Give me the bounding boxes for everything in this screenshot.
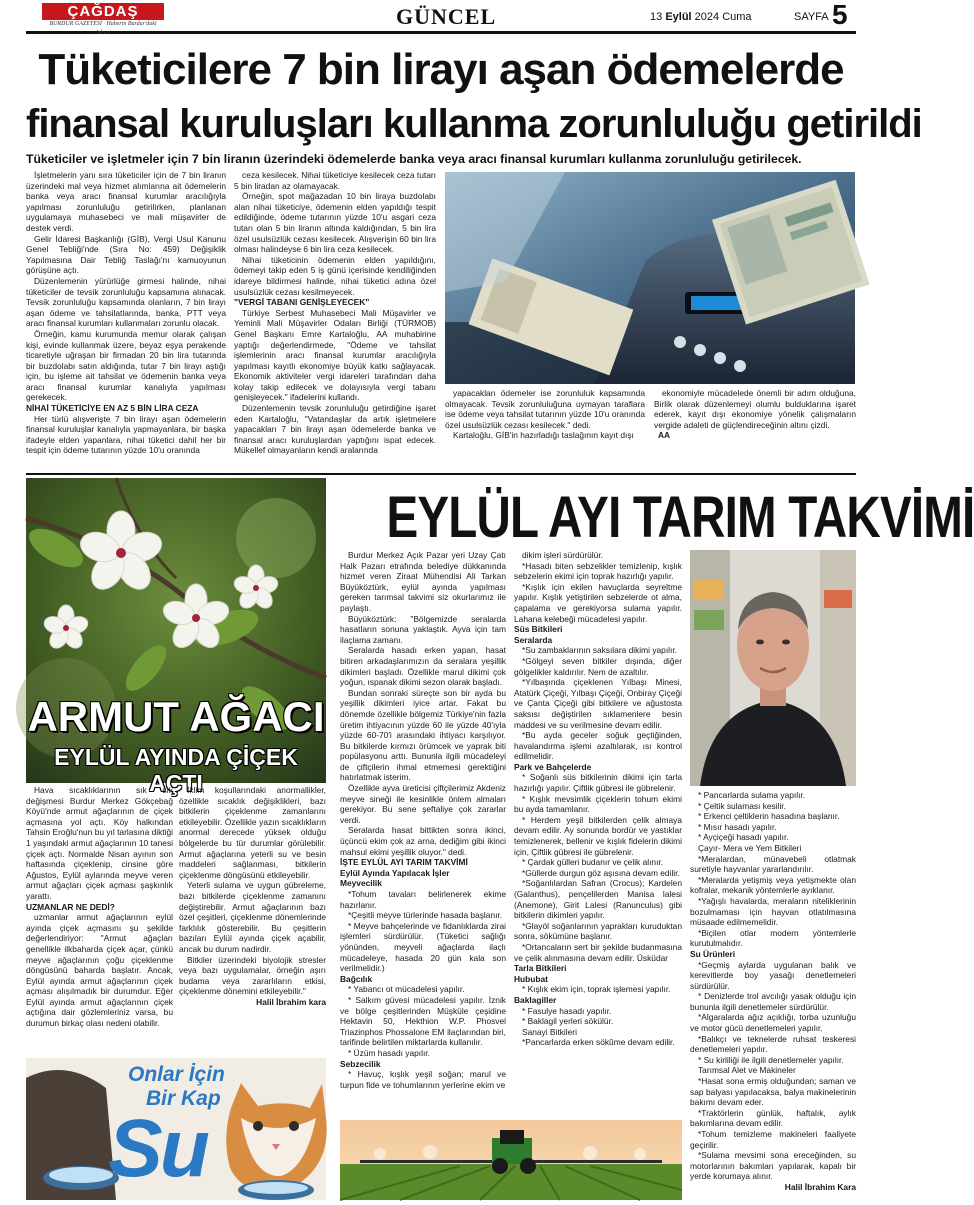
list-item: *Yılbaşında çiçeklenen Yılbaşı Minesi, Atatürk Çiçeği, Yılbaşı Çiçeği, Onbiray Çiçeği ve Çanta Çiçeği gibi bitkilere ve ağustosta saksısı değiştirilen sıklamenlere besin maddesi ve su verilmesine devam edilir. — [514, 677, 682, 730]
list-item: * Baklagil yerleri sökülür. — [522, 1016, 614, 1027]
list-item: * Ayçiçeği hasadı yapılır. — [698, 832, 789, 843]
list-heading: Bağcılık — [340, 973, 373, 984]
page-label: SAYFA — [794, 11, 829, 23]
paragraph: Burdur Merkez Açık Pazar yeri Uzay Çatı Halk Pazarı etrafında belediye dükkanında hizmet veren Ziraat Mühendisi Ali Tarkan Büyüköztürk, eylül ayında yapılması gereken tarımsal takvimi siz okurlarımız ile paylaştı. — [340, 550, 506, 613]
lead-signature: AA — [658, 430, 671, 441]
list-item: Sanayi Bitkileri — [522, 1026, 577, 1037]
paragraph: Yeterli sulama ve uygun gübreleme, bazı bitkilerde çiçeklenme zamanını değiştirebilir. Armut ağaçlarının bazı özel çeşitleri, çiçeklenme dönemlerinde farklılık gösterebilir. Bu çeşitlerin bazıları Eylül ayında çiçek açabilir, ancak bu durum nadirdir. — [179, 880, 326, 954]
list-heading: İŞTE EYLÜL AYI TARIM TAKVİMİ — [340, 857, 468, 868]
paragraph: Düzenlemenin yürürlüğe girmesi halinde, nihai tüketiciler de tevsik zorunluluğu kapsamına alınacak. Tevsik zorunluluğu kapsamında olanların, 7 bin lirayı aşan ödeme ve tahsilatlarında, banka, PTT veya aracı finansal kurumları kullanmaları zorunlu olacak. — [26, 275, 226, 329]
lead-headline-line2: finansal kuruluşları kullanma zorunluluğu getirildi — [26, 102, 922, 146]
list-item: *Balıkçı ve teknelerde ruhsat teskeresi denetlemeleri yapılır. — [690, 1033, 856, 1055]
list-item: *Kışlık için ekilen havuçlarda seyreltme yapılır. Kışlık yetiştirilen sebzelerde ot alma, çapalama ve gerekiyorsa sulama yapılır. Lahana kelebeği mücadelesi yapılır. — [514, 581, 682, 624]
paragraph: Örneğin, kamu kurumunda memur olarak çalışan kişi, evinde kullanmak üzere, beyaz eşya perakende ticaretiyle uğraşan bir firmadan 20 bin lira tutarında bir buzdolabı satın aldığında, tutar 7 bin lirayı aştığı için, bu işleme ait tahsilat ve ödemenin banka veya aracı finansal kurumlar kanalıyla yapılması gerekecek. — [26, 328, 226, 403]
list-item: * Herdem yeşil bitkilerden çelik almaya devam edilir. Ay sonunda bordür ve yastıklar temizlenerek, bellenir ve kışlık fidelerin dikimi için, Çiftlik gübresi ile gübrelenir. — [514, 814, 682, 857]
list-heading: Tarla Bitkileri — [514, 963, 567, 974]
armut-column-2 — [179, 785, 326, 1053]
paragraph: İklim koşullarındaki anormallikler, özellikle sıcaklık değişiklikleri, bazı bitkilerin çiçeklenme zamanlarını etkileyebilir. Özellikle yazın sıcaklıkların anormal derecede yüksek olduğu bölgelerde bu tür durumlar görülebilir. Armut ağaçlarına yeterli su ve besin maddeleri sağlanması, bitkilerin çiçeklenme döngüsünü etkileyebilir. — [179, 785, 326, 880]
list-item: *Gölgeyi seven bitkiler dışında, diğer gölgelikler kaldırılır. Nem de azaltılır. — [514, 655, 682, 677]
tarim-column-2 — [514, 550, 682, 1116]
lead-subheading-2: "VERGİ TABANI GENİŞLEYECEK" — [234, 297, 370, 308]
list-item: * Kışlık ekim için, toprak işlemesi yapılır. — [522, 984, 671, 995]
tarim-signature: Halil İbrahim Kara — [784, 1181, 856, 1192]
list-item: *Algaralarda ağız açıklığı, torba uzunluğu ve motor gücü denetlemeleri yapılır. — [690, 1012, 856, 1034]
list-item: * Yabancı ot mücadelesi yapılır. — [348, 984, 465, 995]
tarim-column-3 — [690, 790, 856, 1200]
list-item: *Tohum tavaları belirlenerek ekime hazırlanır. — [340, 889, 506, 910]
list-item: *Hasat sona ermiş olduğundan; saman ve sap balyası yapılacaksa, balya makinelerinin bakımı devam eder. — [690, 1076, 856, 1108]
section-name: GÜNCEL — [396, 4, 497, 29]
lead-deck: Tüketiciler ve işletmeler için 7 bin liranın üzerindeki ödemelerde banka veya aracı finansal kurumları kullanma zorunluluğu getirilecek. — [26, 152, 802, 166]
list-item: *Güllerde durgun göz aşısına devam edilir. — [522, 867, 680, 878]
list-heading: Park ve Bahçelerde — [514, 761, 592, 772]
paragraph: ceza kesilecek. Nihai tüketiciye kesilecek ceza tutarı 5 bin liradan az olamayacak. — [234, 170, 436, 191]
paragraph: Hava sıcaklıklarının sık sık değişmesi Burdur Merkez Gökçebağ Köyü'nde armut ağaçlarının de çiçek açmasına yol açtı. Köy halkından Tahsin Eroğlu'nun bu yıl tarlasına diktiği 1 yaşındaki armut ağaçlarının 10 tanesi çiçek açtı. Normalde Nisan ayının son haftasında çiçeklenip, cinsine göre Ağustos, Eylül aylarında meyve veren armut ağaçları çiçek açması şaşkınlık yarattı. — [26, 785, 173, 901]
list-item: * Mısır hasadı yapılır. — [698, 821, 777, 832]
list-item: * Erkenci çeltiklerin hasadına başlanır. — [698, 811, 840, 822]
lead-column-4 — [654, 388, 856, 470]
masthead — [26, 0, 856, 34]
date-year-weekday: 2024 Cuma — [694, 11, 752, 23]
list-item: *Glayöl soğanlarının yaprakları kuruduktan sonra, sökümüne başlanır. — [514, 920, 682, 942]
list-item: * Soğanlı süs bitkilerinin dikimi için tarla hazırlığı yapılır. Çiftlik gübresi ile gübrelenir. — [514, 772, 682, 794]
list-item: *Bu ayda geceler soğuk geçtiğinden, havalandırma işlemi azaltılarak, ısı kontrol edilmelidir. — [514, 730, 682, 762]
money-counting-machine-photo — [445, 172, 855, 384]
list-item: * Meyve bahçelerinde ve fidanlıklarda zirai işlemleri sürdürülür. (Tüketici sağlığı yönünden, meyveli ağaçlarda ilaçlı mücadeleye, hasada 20 gün kala son verilmelidir.) — [340, 920, 506, 974]
tarim-headline: EYLÜL AYI TARIM TAKVİMİ — [386, 485, 974, 550]
logo-tagline: BURDUR GAZETESİ · Haberin Burdur'daki Adresi — [49, 21, 157, 36]
armut-subheading: UZMANLAR NE DEDİ? — [26, 901, 115, 912]
list-heading: Su Ürünleri — [690, 948, 736, 959]
list-item: * Üzüm hasadı yapılır. — [348, 1047, 430, 1058]
list-item: *Tohum temizleme makineleri faaliyete geçirilir. — [690, 1129, 856, 1150]
paragraph: Bundan sonraki süreçte son bir ayda bu yeşillik dikimleri iyice artar. Fakat bu dönemde özellikle bölgemiz Türkiye'nin fazla üretim ihtiyacının yüzde 60 ile yüzde 40'ıyla yüzde 60-70'i arasındaki ihtiyacı karşılıyor. Bu bitkilerde kırmızı örümcek ve yaprak biti popülasyonu arttı. Bununla ilgili mücadeleyi de çiftçilerin ihmal etmemesi gerektiğini hatırlatmak isterim. — [340, 687, 506, 783]
paragraph: Bitkiler üzerindeki biyolojik stresler veya bazı uygulamalar, örneğin aşırı budama veya zararlıların etkisi, çiçeklenme dönemini etkileyebilir." — [179, 954, 326, 997]
lead-column-1 — [26, 170, 226, 466]
paragraph: İşletmelerin yanı sıra tüketiciler için de 7 bin liranın üzerindeki mal veya hizmet alımlarına ait ödemelerin banka veya aracı finansal kurumlar aracılığıyla yapılması zorunluluğu getirilirken, planlanan uygulamaya muhasebeci ve mali müşavirler de destek verdi. — [26, 170, 226, 233]
paragraph: Örneğin, spot mağazadan 10 bin liraya buzdolabı alan nihai tüketiciye, ödemenin elden yapıldığı tespit edildiğinde, ödeme tutarının yüzde 10'u asgari ceza tutarı olan 5 bin liranın altında kaldığından, 5 bin lira özel usulsüzlük cezası kesilecek. Alışverişin 60 bin lira olması halindeyse 6 bin lira ceza kesilecek. — [234, 191, 436, 255]
list-item: * Pancarlarda sulama yapılır. — [698, 790, 806, 800]
list-item: *Biçilen otlar modern yöntemlerle kurutulmalıdır. — [690, 927, 856, 949]
list-item: * Denizlerde trol avcılığı yasak olduğu için bununla ilgili denetlemeler sürdürülür. — [690, 991, 856, 1012]
list-item: * Salkım güvesi mücadelesi yapılır. İznik ve bölge çeşitlerinden Müşküle çeşidine Hektavin 50, Hekthion W.P. Phosvel Triazinphos Phossalone EM ilaçlarından biri, tarifinde belirtilen miktarlarda kullanılır. — [340, 994, 506, 1048]
paragraph: Gelir İdaresi Başkanlığı (GİB), Vergi Usul Kanunu Genel Tebliği'nde (Sıra No: 459) Değişiklik Yapılmasına Dair Tebliğ Taslağı'nı kamuoyunun görüşüne açtı. — [26, 233, 226, 276]
paragraph: Özellikle ayva üreticisi çiftçilerimiz Akdeniz meyve sineği ile kesinlikle önlem almaları gerekiyor. Bu sene şeftaliye çok zararlar verdi. — [340, 783, 506, 825]
issue-date — [650, 10, 752, 24]
section-divider — [26, 473, 856, 475]
list-item: *Meralardan, münavebeli otlatmak suretiyle hayvanlar yararlandırılır. — [690, 853, 856, 875]
list-item: * Havuç, kışlık yeşil soğan; marul ve turpun fide ve tohumlarının yerlerine ekim ve — [340, 1069, 506, 1090]
lead-headline-line1: Tüketicilere 7 bin lirayı aşan ödemelerde — [38, 45, 844, 94]
paragraph: Düzenlemenin tevsik zorunluluğu getirdiğine işaret eden Kartaloğlu, "Vatandaşlar da artık işletmelere yapacakları 7 bin lirayı aşan ödemelerde banka ve finansal aracı kuruluşlardan yaptığını ispat edecek. Mükellef olmayanların kendi aralarında — [234, 403, 436, 456]
list-item: *Pancarlarda erken sökûme devam edilir. — [522, 1037, 675, 1048]
list-item: * Çardak gülleri budanır ve çelik alınır. — [522, 857, 664, 868]
ad-line-3: Su — [108, 1103, 207, 1194]
list-item: *Ortancaların sert bir şekilde budanmasına ve çelik alınmasına devam edilir. Üsküdar — [514, 941, 682, 963]
page-number: 5 — [832, 0, 848, 30]
list-item: *Soğanlılardan Safran (Crocus); Kardelen (Galanthus), pençelilerden Manisa lalesi (Anemone), Girit Lalesi (Ranunculus) gibi bitkilerin dikimleri yapılır. — [514, 878, 682, 921]
list-item: Çayır- Mera ve Yem Bitkileri — [698, 842, 802, 853]
list-heading: Eylül Ayında Yapılacak İşler — [340, 867, 450, 878]
list-item: * Kışlık mevsimlik çiçeklerin tohum ekimi bu ayda tamamlanır. — [514, 793, 682, 815]
logo-wordmark: ÇAĞDAŞ — [42, 3, 164, 20]
paragraph: Türkiye Serbest Muhasebeci Mali Müşavirler ve Yeminli Mali Müşavirler Odaları Birliği (TÜRMOB) Genel Başkanı Emre Kartaloğlu, AA muhabirine yaptığı değerlendirmede, "Ödeme ve tahsilat işlemlerinin aracı finansal kurumlar aracılığıyla yapılması kayıtlı ekonomiye büyük katkı sağlayacak. Ekonomik aktiviteler vergi idareleri tarafından daha kolay takip edilecek ve dolayısıyla vergi tabanı genişleyecek." ifadelerini kullandı. — [234, 307, 436, 403]
paragraph: Seralarda hasadı erken yapan, hasat bitiren arkadaşlarımızın da seralara yeşillik dikimleri başladı. Özellikle marul dikimi çok yoğun, ıspanak dikimi sezon olarak başladı. — [340, 645, 506, 688]
ad-line-1: Onlar İçin — [128, 1063, 225, 1086]
lead-column-2 — [234, 170, 436, 472]
lead-column-3 — [445, 388, 645, 470]
paragraph: Kartaloğlu, GİB'in hazırladığı taslağının kayıt dışı — [453, 430, 634, 441]
paragraph: uzmanlar armut ağaçlarının eylül ayında çiçek açmasını şu şekilde değerlendiriyor: "Armut ağaçları genellikle ilkbaharda çiçek açar, çünkü meyve ağaçlarının çoğu çiçeklenme döngüsünü baharda başlatır. Ancak, Eylül ayında armut ağaçlarının çiçek açması alışılmadık bir durumdur. Eğer Eylül ayında armut ağaçlarının çiçek açtığına dair gözlemleriniz varsa, bu durumun birkaç olası nedeni olabilir. — [26, 912, 173, 1029]
newspaper-logo[interactable] — [42, 3, 164, 36]
armut-signature: Halil İbrahim kara — [256, 996, 326, 1007]
list-item: *Traktörlerin günlük, haftalık, aylık bakımlarına devam edilir. — [690, 1107, 856, 1129]
list-heading: Süs Bitkileri — [514, 624, 563, 635]
list-heading: Hububat — [514, 973, 548, 984]
armut-column-1 — [26, 785, 173, 1053]
agricultural-engineer-portrait — [690, 550, 856, 786]
list-heading: Baklagiller — [514, 994, 557, 1005]
armut-headline: ARMUT AĞACI — [27, 693, 325, 740]
list-heading: Sebzecilik — [340, 1058, 381, 1069]
tarim-column-1 — [340, 550, 506, 1116]
list-item: *Meralarda yetişmiş veya yetişmekte olan kofralar, mekanik yöntemlerle ayıklanır. — [690, 874, 856, 896]
list-item: *Hasadı biten sebzelikler temizlenip, kışlık sebzelerin ekimi için toprak hazırlığı yapılır. — [514, 560, 682, 582]
list-item: *Geçmiş aylarda uygulanan balık ve kerevitlerde boy yasağı denetlemeleri sürdürülür. — [690, 959, 856, 991]
list-item: * Çeltik sulaması kesilir. — [698, 800, 786, 811]
paragraph: Her türlü alışverişte 7 bin lirayı aşan ödemelerin finansal kuruluşlar kanalıyla yapmayanlara, bir başka ifadeyle elden yapanlara, nihai tüketici dahil her bir tespit için ödeme tutarının yüzde 10'u oranında — [26, 413, 226, 456]
tractor-field-photo — [340, 1120, 682, 1200]
paragraph: ekonomiyle mücadelede önemli bir adım olduğuna, Birlik olarak düzenlemeyi olumlu bulduklarına işaret ederek, kayıt dışı ekonomiye yönelik çalışmaların vergide adaleti de güçlendireceğinin altını çizdi. — [654, 388, 856, 430]
list-item: *Yağışlı havalarda, meraların niteliklerinin bozulmaması için hayvan otlatılmasına müsaade edilmemelidir. — [690, 895, 856, 928]
paragraph: Büyüköztürk: "Bölgemizde seralarda hasatların sonuna yaklaştık. Ayva için tam ilaçlama zamanı. — [340, 613, 506, 645]
armut-subheadline: EYLÜL AYINDA ÇİÇEK AÇTI — [54, 744, 298, 796]
lead-subheading-1: NİHAİ TÜKETİCİYE EN AZ 5 BİN LİRA CEZA — [26, 403, 199, 414]
paragraph: Nihai tüketicinin ödemenin elden yapıldığını, ödemeyi takip eden 5 iş günü içerisinde kendiliğinden idareye bildirmesi halinde, nihai tüketici adına özel usulsüzlük cezası kesilmeyecek. — [234, 254, 436, 297]
date-day: 13 — [650, 11, 663, 23]
list-item: dikim işleri sürdürülür. — [522, 550, 603, 560]
list-heading: Seralarda — [514, 634, 553, 645]
list-item: Tarımsal Alet ve Makineler — [698, 1065, 796, 1076]
ad-line-2: Bir Kap — [146, 1087, 221, 1110]
list-item: *Çeşitli meyve türlerinde hasada başlanır. — [348, 910, 503, 921]
paragraph: yapacakları ödemeler ise zorunluluk kapsamında olmayacak. Tevsik zorunluluğuna uymayan taraflara ise ödeme veya tahsilat tutarının yüzde 10'u oranında özel usulsüzlük cezası kesilecek." dedi. — [445, 388, 645, 430]
date-month: Eylül — [665, 11, 692, 23]
list-item: * Su kirliliği ile ilgili denetlemeler yapılır. — [698, 1054, 844, 1065]
list-item: * Fasulye hasadı yapılır. — [522, 1005, 612, 1016]
paragraph: Seralarda hasat bittikten sonra ikinci, üçüncü ekim çok az arna, dediğim gibi ikinci mahsul ekimi yeşillik oluyor." dedi. — [340, 825, 506, 857]
list-heading: Meyvecilik — [340, 878, 382, 889]
list-item: *Su zambaklarının saksılara dikimi yapılır. — [522, 645, 677, 656]
list-item: *Sulama mevsimi sona ereceğinden, su motorlarının bakımları yapılarak, kapalı bir yerde korumaya alınır. — [690, 1150, 856, 1182]
